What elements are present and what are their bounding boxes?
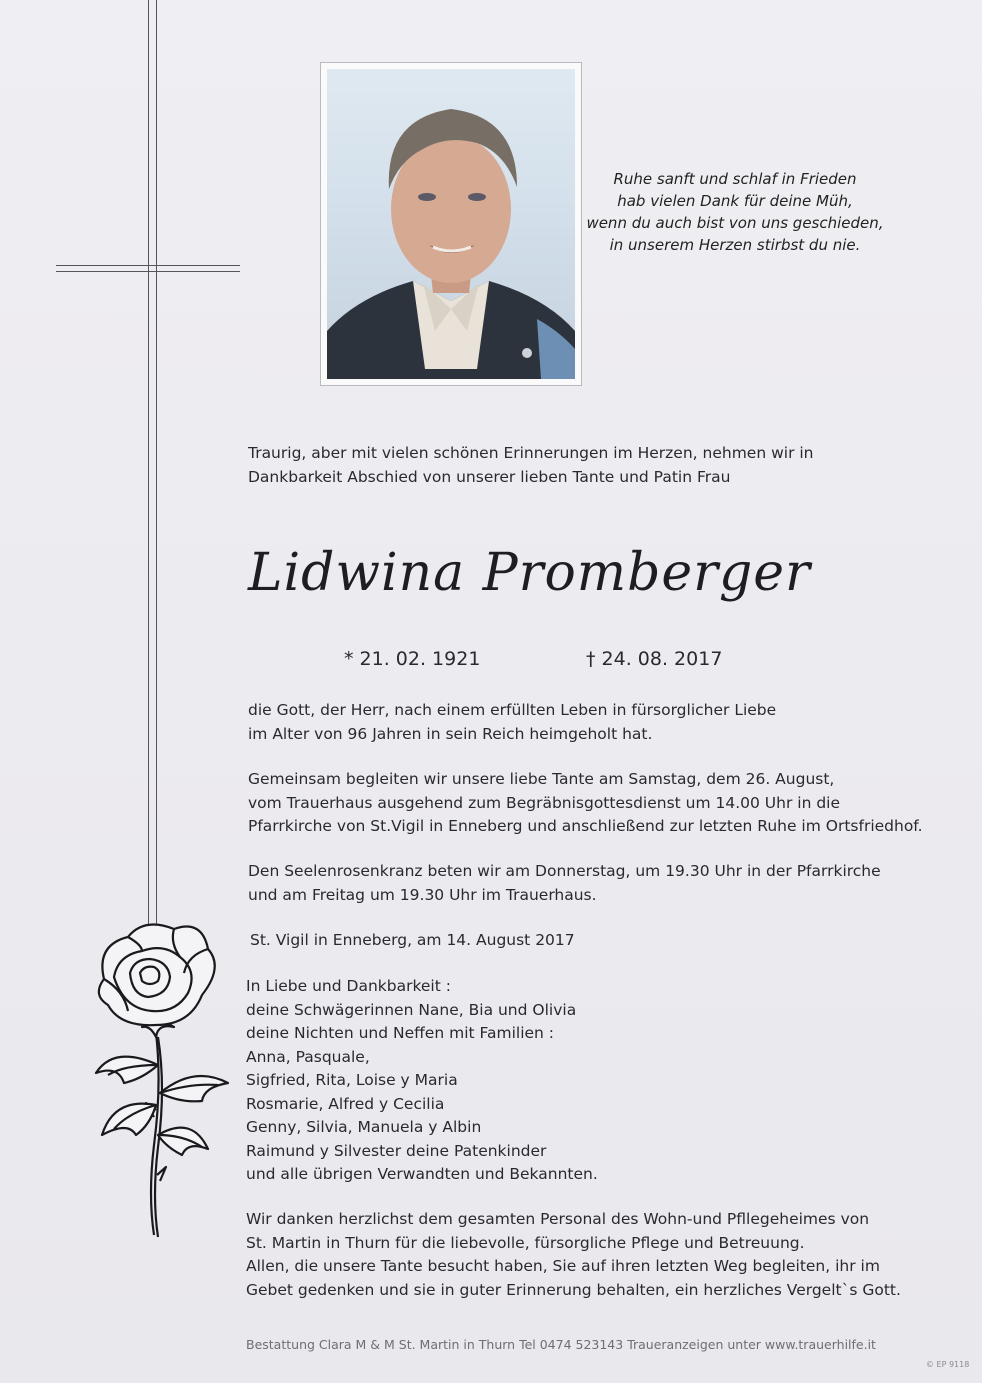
mourners-line: Anna, Pasquale,	[246, 1047, 370, 1066]
portrait-photo-image	[327, 69, 575, 379]
mourners-line: Sigfried, Rita, Loise y Maria	[246, 1071, 458, 1089]
cross-icon-vertical-line	[148, 0, 149, 935]
mourners-line: Genny, Silvia, Manuela y Albin	[246, 1118, 482, 1136]
paragraph-line: im Alter von 96 Jahren in sein Reich heimgeholt hat.	[248, 724, 653, 743]
paragraph-line: und am Freitag um 19.30 Uhr im Trauerhaus.	[248, 885, 597, 904]
paragraph-line: Gemeinsam begleiten wir unsere liebe Tante am Samstag, dem 26. August,	[248, 770, 835, 788]
intro-line: Traurig, aber mit vielen schönen Erinnerungen im Herzen, nehmen wir in	[248, 444, 814, 462]
thanks-paragraph	[246, 1208, 901, 1302]
footer-funeral-home: Bestattung Clara M & M St. Martin in Thurn Tel 0474 523143 Traueranzeigen unter www.trauerhilfe.it	[246, 1337, 876, 1352]
thanks-line: Wir danken herzlichst dem gesamten Personal des Wohn-und Pfllegeheimes von	[246, 1210, 870, 1228]
verse-line: Ruhe sanft und schlaf in Frieden	[613, 170, 857, 188]
paragraph-line: Pfarrkirche von St.Vigil in Enneberg und anschließend zur letzten Ruhe im Ortsfriedhof.	[248, 817, 923, 835]
cross-icon-vertical-line	[156, 0, 157, 935]
mourners-line: und alle übrigen Verwandten und Bekannten.	[246, 1165, 598, 1183]
intro-text	[248, 442, 814, 489]
birth-date: * 21. 02. 1921	[344, 648, 481, 670]
memorial-verse	[560, 168, 910, 256]
verse-line: in unserem Herzen stirbst du nie.	[609, 236, 861, 254]
mourners-line: deine Nichten und Neffen mit Familien :	[246, 1024, 555, 1042]
mourners-line: Rosmarie, Alfred y Cecilia	[246, 1094, 445, 1113]
mourners-line: Raimund y Silvester deine Patenkinder	[246, 1141, 547, 1160]
death-date: † 24. 08. 2017	[586, 648, 723, 670]
paragraph-line: die Gott, der Herr, nach einem erfüllten Leben in fürsorglicher Liebe	[248, 701, 777, 719]
intro-line: Dankbarkeit Abschied von unserer lieben Tante und Patin Frau	[248, 467, 731, 486]
paragraph-line: Den Seelenrosenkranz beten wir am Donnerstag, um 19.30 Uhr in der Pfarrkirche	[248, 862, 881, 880]
rose-icon	[84, 915, 244, 1245]
deceased-name: Lidwina Promberger	[248, 543, 811, 603]
mourners-list	[246, 975, 598, 1187]
paragraph-passing	[248, 699, 776, 746]
thanks-line: Gebet gedenken und sie in guter Erinnerung behalten, ein herzliches Vergelt`s Gott.	[246, 1280, 901, 1299]
mourners-line: In Liebe und Dankbarkeit :	[246, 977, 451, 995]
cross-icon-horizontal-line	[56, 265, 240, 266]
portrait-photo	[320, 62, 582, 386]
portrait-illustration	[327, 69, 575, 379]
document-code: © EP 9118	[926, 1360, 970, 1369]
cross-icon-horizontal-line	[56, 271, 240, 272]
place-date: St. Vigil in Enneberg, am 14. August 2017	[250, 931, 575, 949]
mourners-line: deine Schwägerinnen Nane, Bia und Olivia	[246, 1000, 577, 1019]
paragraph-line: vom Trauerhaus ausgehend zum Begräbnisgottesdienst um 14.00 Uhr in die	[248, 793, 841, 812]
verse-line: wenn du auch bist von uns geschieden,	[586, 214, 884, 232]
thanks-line: Allen, die unsere Tante besucht haben, Sie auf ihren letzten Weg begleiten, ihr im	[246, 1257, 880, 1275]
paragraph-funeral	[248, 768, 923, 839]
thanks-line: St. Martin in Thurn für die liebevolle, fürsorgliche Pflege und Betreuung.	[246, 1233, 805, 1252]
verse-line: hab vielen Dank für deine Müh,	[617, 192, 853, 210]
paragraph-rosary	[248, 860, 881, 907]
